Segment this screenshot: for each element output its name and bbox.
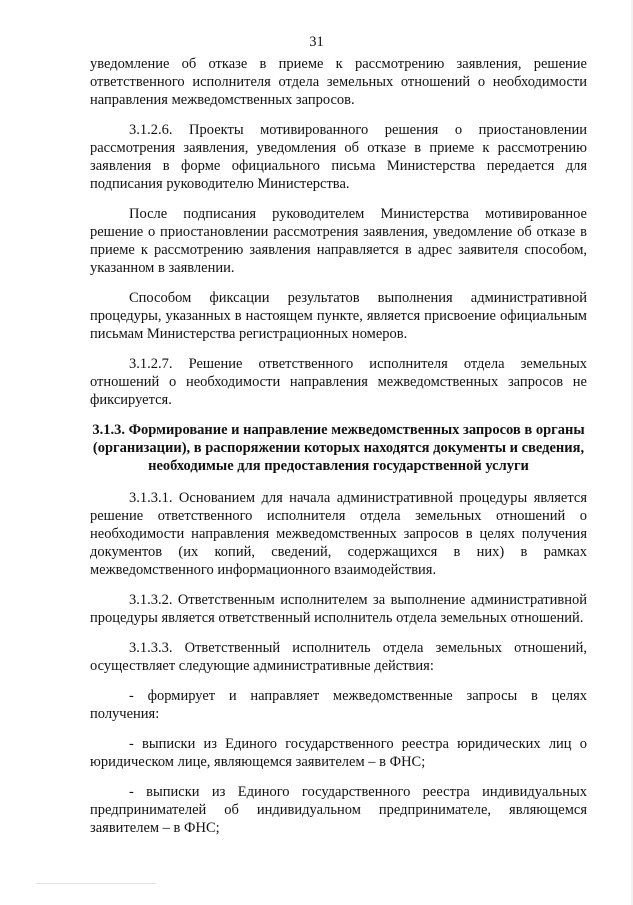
- paragraph-3-1-3-3: 3.1.3.3. Ответственный исполнитель отдела земельных отношений, осуществляет следующие административные действия:: [90, 640, 587, 674]
- paragraph-3-1-3-2: 3.1.3.2. Ответственным исполнителем за выполнение административной процедуры является ответственный исполнитель отдела земельных отношений.: [90, 592, 587, 626]
- paragraph-continuation: уведомление об отказе в приеме к рассмотрению заявления, решение ответственного исполнителя отдела земельных отношений о необходимости направления межведомственных запросов.: [90, 56, 587, 108]
- document-body: [90, 55, 587, 849]
- paragraph-3-1-2-6: 3.1.2.6. Проекты мотивированного решения о приостановлении рассмотрения заявления, уведомления об отказе в приеме к рассмотрению заявления в форме официального письма Министерства передается для подписания руководителю Министерства.: [90, 122, 587, 192]
- paragraph-fixation-method: Способом фиксации результатов выполнения административной процедуры, указанных в настоящем пункте, является присвоение официальным письмам Министерства регистрационных номеров.: [90, 290, 587, 342]
- paragraph-3-1-2-7: 3.1.2.7. Решение ответственного исполнителя отдела земельных отношений о необходимости направления межведомственных запросов не фиксируется.: [90, 356, 587, 408]
- page-number: 31: [309, 34, 324, 50]
- paragraph-after-signing: После подписания руководителем Министерства мотивированное решение о приостановлении рассмотрения заявления, уведомление об отказе в приеме к рассмотрению заявления направляется в адрес заявителя способом, указанном в заявлении.: [90, 206, 587, 276]
- list-item-requests: - формирует и направляет межведомственные запросы в целях получения:: [90, 688, 587, 722]
- section-heading-3-1-3: 3.1.3. Формирование и направление межведомственных запросов в органы (организации), в распоряжении которых находятся документы и сведения, необходимые для предоставления государственной услуги: [92, 422, 585, 474]
- paragraph-3-1-3-1: 3.1.3.1. Основанием для начала административной процедуры является решение ответственного исполнителя отдела земельных отношений о необходимости направления межведомственных запросов в целях получения документов (их копий, сведений, содержащихся в них) в рамках межведомственного информационного взаимодействия.: [90, 490, 587, 578]
- list-item-egrul: - выписки из Единого государственного реестра юридических лиц о юридическом лице, являющемся заявителем – в ФНС;: [90, 736, 587, 770]
- list-item-egrip: - выписки из Единого государственного реестра индивидуальных предпринимателей об индивидуальном предпринимателе, являющемся заявителем – в ФНС;: [90, 784, 587, 836]
- scan-artifact-line: [36, 883, 156, 884]
